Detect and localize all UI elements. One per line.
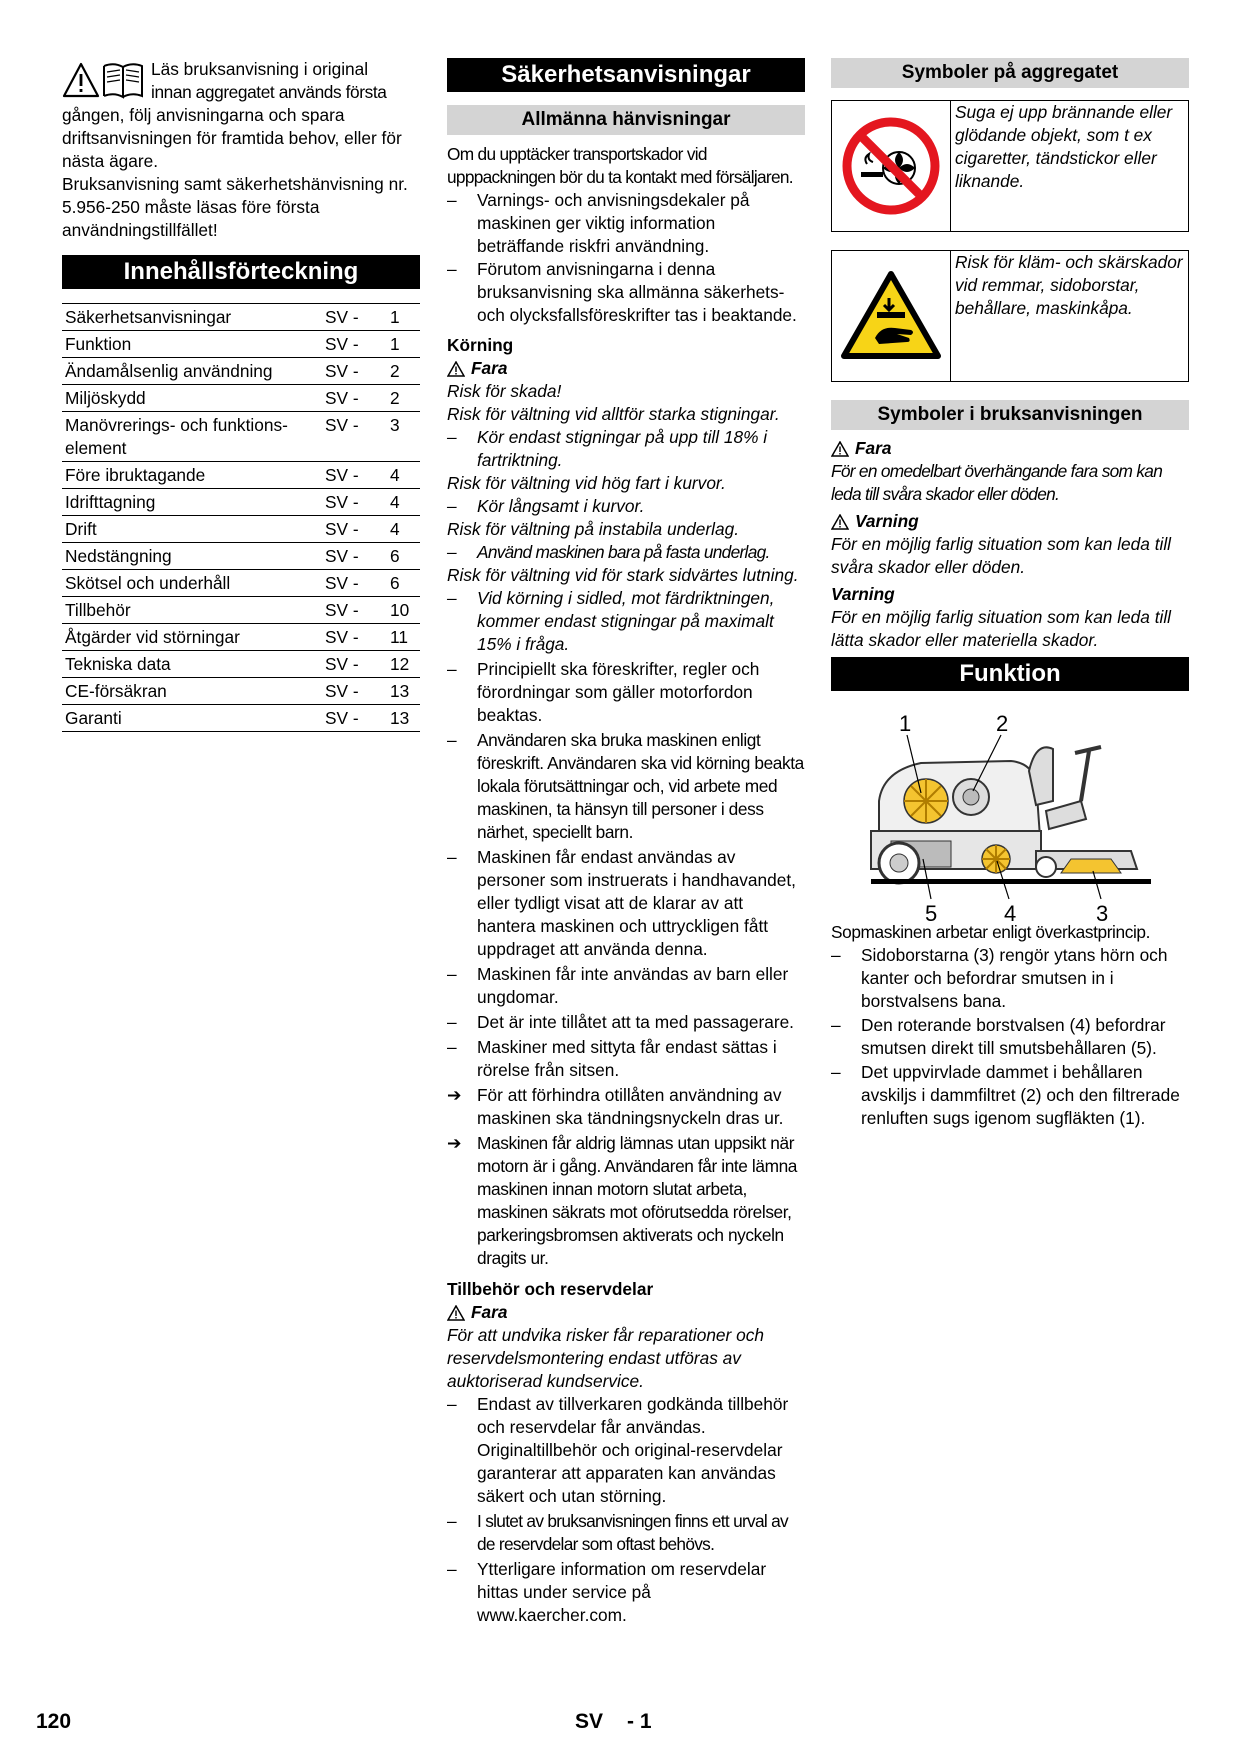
fara-heading <box>447 1301 805 1324</box>
toc-entry-page: 3 <box>387 412 420 462</box>
intro-text: gången, följ anvisningarna och spara driftsanvisningen för framtida behov, eller för nästa ägare. <box>62 105 402 171</box>
fig-label: 3 <box>1096 901 1109 926</box>
toc-entry-lang: SV - <box>322 624 387 651</box>
varning-heading <box>831 510 1189 533</box>
list-item: – Principiellt ska föreskrifter, regler och förordningar som gäller motorfordon beaktas. <box>447 659 760 725</box>
toc-entry-lang: SV - <box>322 331 387 358</box>
toc-title: Innehållsförteckning <box>62 255 420 289</box>
list-item: ➔ För att förhindra otillåten användning av maskinen ska tändningsnyckeln dras ur. <box>447 1085 784 1128</box>
toc-entry-lang: SV - <box>322 462 387 489</box>
list-item: – Vid körning i sidled, mot färdriktningen, kommer endast stigningar på maximalt 15% i fråga. <box>447 588 775 654</box>
toc-entry-page: 10 <box>387 597 420 624</box>
arrow-icon: ➔ <box>447 1133 462 1153</box>
sweeper-figure <box>831 701 1189 929</box>
toc-entry-page: 4 <box>387 516 420 543</box>
list-item: – Endast av tillverkaren godkända tillbehör och reservdelar får användas. Originaltillbehör och original-reservdelar garanterar att apparaten kan användas säkert och utan störning. <box>447 1394 789 1506</box>
page-number-left: 120 <box>36 1710 72 1733</box>
toc-entry-lang: SV - <box>322 651 387 678</box>
warning-triangle-icon <box>831 441 849 457</box>
toc-entry-lang: SV - <box>322 570 387 597</box>
toc-row[interactable] <box>62 462 420 489</box>
toc-entry-page: 11 <box>387 624 420 651</box>
toc-entry-title: Säkerhetsanvisningar <box>62 304 322 331</box>
symbol-box-pinch <box>831 250 1189 382</box>
list-item: – Maskinen får endast användas av personer som instruerats i handhavandet, eller tydligt visat att de klarar av att hantera maskinen och uttryckligen fått uppdraget att använda denna. <box>447 847 796 959</box>
sweeper-illustration <box>831 701 1189 929</box>
column-right <box>831 58 1189 1130</box>
toc-row[interactable] <box>62 597 420 624</box>
toc-entry-page: 12 <box>387 651 420 678</box>
korning-heading: Körning <box>447 335 514 355</box>
funktion-intro: Sopmaskinen arbetar enligt överkastprincip. <box>831 922 1150 942</box>
toc-row[interactable] <box>62 570 420 597</box>
transport-damage-text: Om du upptäcker transportskador vid upppackningen bör du ta kontakt med försäljaren. <box>447 144 793 187</box>
page-number-right: - 1 <box>627 1710 652 1733</box>
fig-label: 5 <box>925 901 938 926</box>
rules-list <box>447 658 805 1270</box>
toc-entry-title: Funktion <box>62 331 322 358</box>
toc-entry-lang: SV - <box>322 597 387 624</box>
fig-label: 4 <box>1004 901 1017 926</box>
toc-entry-page: 6 <box>387 543 420 570</box>
toc-entry-title: Åtgärder vid störningar <box>62 624 322 651</box>
toc-entry-title: Ändamålsenlig användning <box>62 358 322 385</box>
accessories-list <box>447 1393 805 1627</box>
fara-label: Fara <box>471 358 508 378</box>
table-of-contents <box>62 303 420 732</box>
toc-entry-title: Drift <box>62 516 322 543</box>
toc-entry-page: 4 <box>387 462 420 489</box>
toc-entry-title: CE-försäkran <box>62 678 322 705</box>
fara-label: Fara <box>855 438 892 458</box>
list-item: – Det är inte tillåtet att ta med passagerare. <box>447 1012 794 1032</box>
list-item: – Den roterande borstvalsen (4) befordrar smutsen direkt till smutsbehållaren (5). <box>831 1015 1166 1058</box>
toc-entry-title: Skötsel och underhåll <box>62 570 322 597</box>
list-item: – Varnings- och anvisningsdekaler på maskinen ger viktig information beträffande riskfri användning. <box>447 190 750 256</box>
toc-entry-lang: SV - <box>322 385 387 412</box>
intro-line1: Läs bruksanvisning i original <box>151 59 369 79</box>
fara-heading <box>831 437 1189 460</box>
varning-label: Varning <box>855 511 919 531</box>
symbol-image <box>832 101 951 231</box>
fig-label: 1 <box>899 711 912 736</box>
list-item: – Ytterligare information om reservdelar hittas under service på www.kaercher.com. <box>447 1559 767 1625</box>
manual-note: Bruksanvisning samt säkerhetshänvisning nr. 5.956-250 måste läsas före första användningstillfället! <box>62 174 408 240</box>
toc-entry-lang: SV - <box>322 489 387 516</box>
column-middle <box>447 58 805 1627</box>
toc-row[interactable] <box>62 412 420 462</box>
symbol-box-no-burning <box>831 100 1189 232</box>
toc-entry-title: Garanti <box>62 705 322 732</box>
toc-entry-lang: SV - <box>322 705 387 732</box>
toc-entry-lang: SV - <box>322 412 387 462</box>
list-item: – Kör endast stigningar på upp till 18% i fartriktning. <box>447 427 768 470</box>
symbol-text: Risk för kläm- och skärskador vid remmar, sidoborstar, behållare, maskinkåpa. <box>955 252 1183 318</box>
toc-row[interactable] <box>62 304 420 331</box>
symbol-text: Suga ej upp brännande eller glödande objekt, som t ex cigaretter, tändstickor eller liknande. <box>955 102 1173 191</box>
list-item: – Kör långsamt i kurvor. <box>447 496 645 516</box>
manual-warning-icons <box>62 60 146 102</box>
toc-entry-page: 2 <box>387 385 420 412</box>
risk-text: Risk för vältning på instabila underlag. <box>447 519 740 539</box>
risk-text: Risk för vältning vid för stark sidvärtes lutning. <box>447 565 799 585</box>
toc-entry-page: 2 <box>387 358 420 385</box>
symbol-image <box>832 251 951 381</box>
risk-text: Risk för vältning vid alltför starka stigningar. <box>447 404 780 424</box>
toc-entry-page: 13 <box>387 705 420 732</box>
subsection-general: Allmänna hänvisningar <box>447 105 805 135</box>
general-list <box>447 189 805 327</box>
toc-row[interactable] <box>62 385 420 412</box>
symbols-manual-title: Symboler i bruksanvisningen <box>831 400 1189 430</box>
list-item: – I slutet av bruksanvisningen finns ett urval av de reservdelar som oftast behövs. <box>447 1511 788 1554</box>
symbols-machine-title: Symboler på aggregatet <box>831 58 1189 88</box>
toc-entry-lang: SV - <box>322 304 387 331</box>
footer-lang: SV <box>575 1710 604 1733</box>
toc-entry-title: Nedstängning <box>62 543 322 570</box>
toc-entry-lang: SV - <box>322 678 387 705</box>
warning-book-icon <box>62 60 146 102</box>
intro-block <box>62 58 420 242</box>
toc-entry-page: 4 <box>387 489 420 516</box>
fara-description: För en omedelbart överhängande fara som kan leda till svåra skador eller döden. <box>831 461 1163 504</box>
toc-entry-title: Miljöskydd <box>62 385 322 412</box>
varning-heading-plain: Varning <box>831 584 895 604</box>
pinch-hazard-icon <box>839 268 943 364</box>
toc-entry-page: 1 <box>387 331 420 358</box>
warning-triangle-icon <box>447 1305 465 1321</box>
list-item: – Använd maskinen bara på fasta underlag. <box>447 542 770 562</box>
fara-heading <box>447 357 805 380</box>
toc-entry-title: Före ibruktagande <box>62 462 322 489</box>
toc-row[interactable] <box>62 624 420 651</box>
toc-entry-title: Tekniska data <box>62 651 322 678</box>
warning-triangle-icon <box>831 514 849 530</box>
accessories-heading: Tillbehör och reservdelar <box>447 1279 654 1299</box>
intro-line2: innan aggregatet används första <box>151 82 387 102</box>
toc-entry-lang: SV - <box>322 516 387 543</box>
section-title-safety: Säkerhetsanvisningar <box>447 58 805 92</box>
list-item: – Användaren ska bruka maskinen enligt föreskrift. Användaren ska vid körning beakta lokala förutsättningar och, vid arbete med maskinen, ta hänsyn till personer i dess närhet, speciellt barn. <box>447 730 804 842</box>
column-left <box>62 58 420 732</box>
funktion-title: Funktion <box>831 657 1189 691</box>
list-item: – Det uppvirvlade dammet i behållaren avskiljs i dammfiltret (2) och den filtrerade renluften sugs igenom sugfläkten (1). <box>831 1062 1180 1128</box>
toc-row[interactable] <box>62 331 420 358</box>
toc-entry-title: Tillbehör <box>62 597 322 624</box>
toc-row[interactable] <box>62 678 420 705</box>
no-burning-objects-icon <box>841 116 941 216</box>
toc-row[interactable] <box>62 543 420 570</box>
list-item: – Maskiner med sittyta får endast sättas i rörelse från sitsen. <box>447 1037 777 1080</box>
toc-entry-page: 1 <box>387 304 420 331</box>
toc-entry-lang: SV - <box>322 543 387 570</box>
toc-row[interactable] <box>62 705 420 732</box>
toc-entry-page: 6 <box>387 570 420 597</box>
toc-row[interactable] <box>62 358 420 385</box>
fig-label: 2 <box>996 711 1009 736</box>
toc-row[interactable] <box>62 651 420 678</box>
risk-injury: Risk för skada! <box>447 381 562 401</box>
warning-triangle-icon <box>447 361 465 377</box>
list-item: – Maskinen får inte användas av barn eller ungdomar. <box>447 964 789 1007</box>
funktion-list <box>831 944 1189 1130</box>
toc-row[interactable] <box>62 516 420 543</box>
toc-entry-page: 13 <box>387 678 420 705</box>
toc-entry-title: Manövrerings- och funktions-element <box>62 412 322 462</box>
list-item: ➔ Maskinen får aldrig lämnas utan uppsikt när motorn är i gång. Användaren får inte lämna maskinen innan motorn slutat arbeta, maskinen säkrats mot oförutsedda rörelser, parkeringsbromsen aktiverats och nyckeln dragits ur. <box>447 1133 797 1268</box>
toc-row[interactable] <box>62 489 420 516</box>
arrow-icon: ➔ <box>447 1085 462 1105</box>
varning-description: För en möjlig farlig situation som kan leda till svåra skador eller döden. <box>831 534 1172 577</box>
accessories-fara-text: För att undvika risker får reparationer och reservdelsmontering endast utföras av auktoriserad kundservice. <box>447 1325 764 1391</box>
toc-entry-title: Idrifttagning <box>62 489 322 516</box>
list-item: – Förutom anvisningarna i denna bruksanvisning ska allmänna säkerhets- och olycksfallsföreskrifter tas i beaktande. <box>447 259 797 325</box>
toc-entry-lang: SV - <box>322 358 387 385</box>
list-item: – Sidoborstarna (3) rengör ytans hörn och kanter och befordrar smutsen in i borstvalsens bana. <box>831 945 1168 1011</box>
varning-description-light: För en möjlig farlig situation som kan leda till lätta skador eller materiella skador. <box>831 607 1172 650</box>
fara-label: Fara <box>471 1302 508 1322</box>
risk-text: Risk för vältning vid hög fart i kurvor. <box>447 473 726 493</box>
